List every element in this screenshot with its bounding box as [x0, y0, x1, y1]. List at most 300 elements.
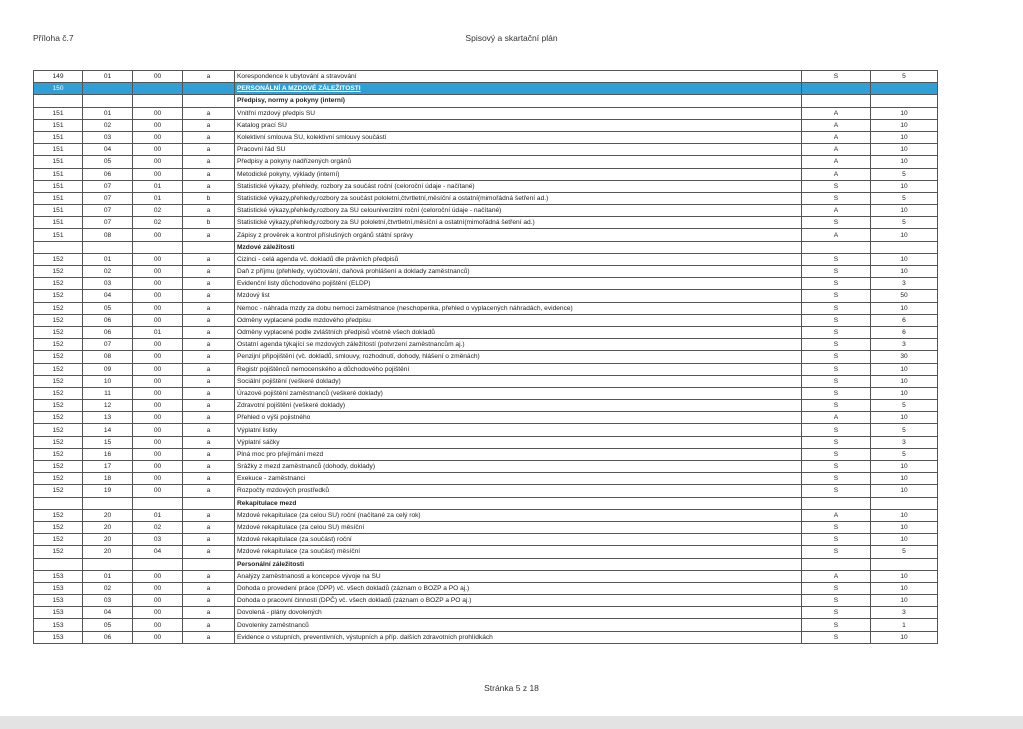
cell-item: 00 [133, 290, 183, 302]
cell-subgroup: 06 [83, 314, 133, 326]
cell-period: 3 [871, 278, 938, 290]
cell-variant: a [183, 314, 235, 326]
cell-group: 151 [34, 144, 83, 156]
cell-item: 00 [133, 570, 183, 582]
cell-item [133, 558, 183, 570]
cell-subgroup: 07 [83, 217, 133, 229]
cell-item: 00 [133, 461, 183, 473]
cell-mark: S [802, 619, 871, 631]
cell-description: Mzdové rekapitulace (za součást) měsíční [235, 546, 802, 558]
cell-period: 10 [871, 302, 938, 314]
cell-variant: a [183, 131, 235, 143]
cell-item: 02 [133, 205, 183, 217]
cell-variant [183, 558, 235, 570]
cell-group: 152 [34, 521, 83, 533]
table-row [34, 217, 938, 229]
cell-variant: a [183, 168, 235, 180]
cell-item: 00 [133, 266, 183, 278]
cell-mark: A [802, 168, 871, 180]
cell-mark: S [802, 461, 871, 473]
cell-mark: A [802, 144, 871, 156]
cell-description: Dohoda o pracovní činnosti (DPČ) vč. všech dokladů (záznam o BOZP a PO aj.) [235, 595, 802, 607]
table-row [34, 607, 938, 619]
cell-subgroup: 18 [83, 473, 133, 485]
cell-mark: A [802, 205, 871, 217]
cell-variant: a [183, 546, 235, 558]
cell-group: 151 [34, 119, 83, 131]
cell-period: 10 [871, 205, 938, 217]
cell-item: 00 [133, 156, 183, 168]
cell-subgroup: 06 [83, 168, 133, 180]
table-row [34, 509, 938, 521]
table-row [34, 314, 938, 326]
cell-description: Odměny vyplacené podle zvláštních předpisů včetně všech dokladů [235, 326, 802, 338]
cell-period [871, 95, 938, 107]
cell-subgroup [83, 95, 133, 107]
table-row [34, 546, 938, 558]
cell-description: Exekuce - zaměstnanci [235, 473, 802, 485]
cell-period: 10 [871, 412, 938, 424]
cell-subgroup: 07 [83, 192, 133, 204]
subsection-row [34, 241, 938, 253]
cell-item: 00 [133, 595, 183, 607]
table-row [34, 631, 938, 643]
cell-mark: S [802, 607, 871, 619]
table-row [34, 448, 938, 460]
cell-item: 00 [133, 314, 183, 326]
cell-subgroup: 15 [83, 436, 133, 448]
cell-subgroup: 14 [83, 424, 133, 436]
cell-mark [802, 558, 871, 570]
cell-period [871, 558, 938, 570]
cell-period: 10 [871, 509, 938, 521]
cell-period: 5 [871, 192, 938, 204]
cell-description: Statistické výkazy,přehledy,rozbory za SU pololetní,čtvrtletní,měsíční a ostatní(mimořádná šetření ad.) [235, 217, 802, 229]
cell-period: 10 [871, 582, 938, 594]
cell-variant: a [183, 363, 235, 375]
cell-mark: A [802, 131, 871, 143]
cell-item: 00 [133, 71, 183, 83]
cell-description: Plná moc pro přejímání mezd [235, 448, 802, 460]
cell-item: 00 [133, 631, 183, 643]
cell-period: 10 [871, 144, 938, 156]
cell-group: 153 [34, 607, 83, 619]
cell-mark: S [802, 485, 871, 497]
cell-item: 04 [133, 546, 183, 558]
cell-description: Odměny vyplacené podle mzdového předpisu [235, 314, 802, 326]
cell-group: 152 [34, 436, 83, 448]
cell-variant: a [183, 253, 235, 265]
cell-mark: S [802, 582, 871, 594]
cell-item: 00 [133, 424, 183, 436]
cell-period: 10 [871, 521, 938, 533]
cell-subgroup: 05 [83, 619, 133, 631]
cell-mark [802, 95, 871, 107]
page-number: Stránka 5 z 18 [484, 683, 539, 693]
cell-variant [183, 497, 235, 509]
cell-group: 152 [34, 278, 83, 290]
cell-period: 10 [871, 485, 938, 497]
cell-variant: a [183, 448, 235, 460]
cell-variant: a [183, 375, 235, 387]
cell-variant [183, 95, 235, 107]
cell-period: 10 [871, 387, 938, 399]
cell-group: 151 [34, 131, 83, 143]
cell-mark: S [802, 180, 871, 192]
cell-mark: S [802, 192, 871, 204]
table-row [34, 168, 938, 180]
cell-mark: S [802, 326, 871, 338]
cell-variant: a [183, 205, 235, 217]
cell-variant: a [183, 278, 235, 290]
table-row [34, 119, 938, 131]
cell-description: Evidence o vstupních, preventivních, výstupních a příp. dalších zdravotních prohlídkách [235, 631, 802, 643]
cell-item: 00 [133, 168, 183, 180]
cell-period: 5 [871, 217, 938, 229]
cell-group: 153 [34, 631, 83, 643]
cell-group: 152 [34, 375, 83, 387]
cell-period: 30 [871, 351, 938, 363]
cell-item: 00 [133, 485, 183, 497]
cell-mark: S [802, 534, 871, 546]
subsection-row [34, 558, 938, 570]
cell-period: 10 [871, 595, 938, 607]
cell-subgroup [83, 558, 133, 570]
cell-period: 5 [871, 400, 938, 412]
cell-mark [802, 241, 871, 253]
cell-item: 00 [133, 351, 183, 363]
cell-group: 152 [34, 534, 83, 546]
cell-variant: a [183, 619, 235, 631]
cell-subgroup: 20 [83, 534, 133, 546]
cell-variant: a [183, 570, 235, 582]
cell-subgroup: 17 [83, 461, 133, 473]
cell-subgroup: 04 [83, 607, 133, 619]
cell-variant: b [183, 192, 235, 204]
cell-item: 00 [133, 253, 183, 265]
table-row [34, 278, 938, 290]
cell-subgroup: 13 [83, 412, 133, 424]
cell-group: 152 [34, 326, 83, 338]
cell-period: 10 [871, 266, 938, 278]
cell-subgroup: 05 [83, 156, 133, 168]
cell-item: 00 [133, 448, 183, 460]
cell-description: Daň z příjmu (přehledy, vyúčtování, daňová prohlášení a doklady zaměstnanců) [235, 266, 802, 278]
cell-description: Mzdový list [235, 290, 802, 302]
cell-period: 10 [871, 180, 938, 192]
cell-description: Předpisy a pokyny nadřízených orgánů [235, 156, 802, 168]
cell-subgroup: 03 [83, 278, 133, 290]
cell-mark: S [802, 400, 871, 412]
cell-item: 00 [133, 229, 183, 241]
cell-period: 5 [871, 448, 938, 460]
cell-description: Mzdové rekapitulace (za celou SU) měsíční [235, 521, 802, 533]
cell-description: Pracovní řád SU [235, 144, 802, 156]
table-row [34, 253, 938, 265]
cell-mark: S [802, 339, 871, 351]
cell-mark: S [802, 351, 871, 363]
cell-mark: A [802, 229, 871, 241]
cell-subgroup: 01 [83, 107, 133, 119]
cell-variant: a [183, 156, 235, 168]
cell-period: 10 [871, 107, 938, 119]
cell-mark: S [802, 363, 871, 375]
cell-variant: a [183, 400, 235, 412]
cell-mark: S [802, 436, 871, 448]
cell-period: 10 [871, 363, 938, 375]
cell-subgroup: 05 [83, 302, 133, 314]
cell-group: 152 [34, 485, 83, 497]
cell-item: 00 [133, 278, 183, 290]
cell-item: 00 [133, 619, 183, 631]
table-row [34, 375, 938, 387]
table-row [34, 473, 938, 485]
cell-subgroup: 01 [83, 71, 133, 83]
cell-item: 01 [133, 180, 183, 192]
cell-period: 10 [871, 570, 938, 582]
cell-item: 00 [133, 412, 183, 424]
cell-description: Předpisy, normy a pokyny (interní) [235, 95, 802, 107]
cell-mark: S [802, 595, 871, 607]
cell-group: 152 [34, 448, 83, 460]
cell-description: Dohoda o provedení práce (DPP) vč. všech dokladů (záznam o BOZP a PO aj.) [235, 582, 802, 594]
table-row [34, 582, 938, 594]
cell-group [34, 95, 83, 107]
cell-subgroup: 20 [83, 509, 133, 521]
cell-group: 152 [34, 363, 83, 375]
cell-subgroup: 08 [83, 351, 133, 363]
cell-mark: A [802, 156, 871, 168]
cell-item: 00 [133, 107, 183, 119]
cell-item: 00 [133, 607, 183, 619]
cell-group: 152 [34, 509, 83, 521]
cell-group: 153 [34, 595, 83, 607]
cell-group: 151 [34, 156, 83, 168]
table-row [34, 71, 938, 83]
cell-group: 153 [34, 582, 83, 594]
cell-subgroup: 10 [83, 375, 133, 387]
cell-period: 3 [871, 436, 938, 448]
cell-item [133, 95, 183, 107]
cell-mark: S [802, 546, 871, 558]
cell-description: Rekapitulace mezd [235, 497, 802, 509]
cell-mark [802, 497, 871, 509]
cell-subgroup: 04 [83, 144, 133, 156]
cell-description: Ostatní agenda týkající se mzdových záležitostí (potvrzení zaměstnancům aj.) [235, 339, 802, 351]
cell-description: Zdravotní pojištění (veškeré doklady) [235, 400, 802, 412]
cell-item: 00 [133, 302, 183, 314]
cell-mark: S [802, 253, 871, 265]
cell-group: 151 [34, 205, 83, 217]
cell-group: 149 [34, 71, 83, 83]
cell-variant: a [183, 351, 235, 363]
table-row [34, 363, 938, 375]
table-row [34, 339, 938, 351]
cell-description: Zápisy z prověrek a kontrol příslušných orgánů státní správy [235, 229, 802, 241]
cell-variant: a [183, 424, 235, 436]
cell-item: 01 [133, 192, 183, 204]
table-row [34, 400, 938, 412]
cell-description: Evidenční listy důchodového pojištění (ELDP) [235, 278, 802, 290]
cell-description: Kolektivní smlouva SU, kolektivní smlouvy součástí [235, 131, 802, 143]
cell-variant: a [183, 266, 235, 278]
cell-variant: a [183, 339, 235, 351]
cell-subgroup: 16 [83, 448, 133, 460]
cell-variant: a [183, 461, 235, 473]
cell-description: Metodické pokyny, výklady (interní) [235, 168, 802, 180]
cell-description: Analýzy zaměstnanosti a koncepce vývoje na SU [235, 570, 802, 582]
cell-description: Statistické výkazy,přehledy,rozbory za součást pololetní,čtvrtletní,měsíční a ostatní(mimořádná šetření ad.) [235, 192, 802, 204]
cell-item [133, 497, 183, 509]
cell-group: 152 [34, 253, 83, 265]
cell-period: 1 [871, 619, 938, 631]
cell-item: 00 [133, 144, 183, 156]
cell-item: 00 [133, 473, 183, 485]
cell-variant: a [183, 302, 235, 314]
cell-item: 00 [133, 119, 183, 131]
cell-subgroup: 12 [83, 400, 133, 412]
cell-item [133, 241, 183, 253]
cell-period: 10 [871, 119, 938, 131]
cell-period: 5 [871, 168, 938, 180]
cell-period: 10 [871, 229, 938, 241]
cell-group: 150 [34, 83, 83, 95]
cell-description: Sociální pojištění (veškeré doklady) [235, 375, 802, 387]
table-row [34, 461, 938, 473]
cell-mark: A [802, 412, 871, 424]
table-row [34, 436, 938, 448]
cell-mark: S [802, 217, 871, 229]
cell-variant [183, 83, 235, 95]
cell-group: 153 [34, 570, 83, 582]
cell-subgroup: 20 [83, 521, 133, 533]
table-row [34, 302, 938, 314]
cell-mark: A [802, 570, 871, 582]
cell-group: 151 [34, 180, 83, 192]
cell-mark: S [802, 424, 871, 436]
cell-period: 10 [871, 131, 938, 143]
table-row [34, 180, 938, 192]
cell-item: 00 [133, 131, 183, 143]
cell-description: Statistické výkazy, přehledy, rozbory za součást roční (celoroční údaje - načítané) [235, 180, 802, 192]
table-row [34, 485, 938, 497]
cell-variant: a [183, 607, 235, 619]
table-row [34, 595, 938, 607]
cell-group: 151 [34, 168, 83, 180]
cell-item: 00 [133, 436, 183, 448]
cell-item: 02 [133, 521, 183, 533]
table-row [34, 326, 938, 338]
cell-mark: S [802, 278, 871, 290]
cell-subgroup: 02 [83, 119, 133, 131]
cell-subgroup: 08 [83, 229, 133, 241]
cell-group: 151 [34, 229, 83, 241]
cell-description: Dovolenky zaměstnanců [235, 619, 802, 631]
cell-description: Mzdové rekapitulace (za celou SU) roční (načítané za celý rok) [235, 509, 802, 521]
retention-plan-table [33, 70, 938, 644]
table-row [34, 131, 938, 143]
cell-mark: S [802, 266, 871, 278]
cell-period: 10 [871, 631, 938, 643]
cell-description: Vnitřní mzdový předpis SU [235, 107, 802, 119]
cell-period: 5 [871, 424, 938, 436]
cell-item [133, 83, 183, 95]
cell-subgroup: 01 [83, 570, 133, 582]
cell-period: 6 [871, 314, 938, 326]
cell-period: 3 [871, 339, 938, 351]
cell-variant: a [183, 326, 235, 338]
cell-group: 152 [34, 461, 83, 473]
document-title: Spisový a skartační plán [465, 33, 558, 43]
table-row [34, 107, 938, 119]
cell-group: 152 [34, 424, 83, 436]
cell-period: 50 [871, 290, 938, 302]
cell-group: 152 [34, 400, 83, 412]
cell-subgroup: 07 [83, 205, 133, 217]
cell-subgroup: 06 [83, 631, 133, 643]
cell-description: Nemoc - náhrada mzdy za dobu nemoci zaměstnance (neschopenka, přehled o vyplacených náhradách, evidence) [235, 302, 802, 314]
cell-item: 00 [133, 375, 183, 387]
cell-period: 10 [871, 156, 938, 168]
table-row [34, 351, 938, 363]
cell-group: 152 [34, 290, 83, 302]
cell-item: 01 [133, 509, 183, 521]
cell-period: 6 [871, 326, 938, 338]
cell-group: 151 [34, 217, 83, 229]
cell-group [34, 558, 83, 570]
cell-group: 152 [34, 266, 83, 278]
table-row [34, 521, 938, 533]
cell-subgroup: 09 [83, 363, 133, 375]
cell-variant: a [183, 631, 235, 643]
cell-variant: a [183, 144, 235, 156]
cell-variant: a [183, 180, 235, 192]
cell-description: Výplatní listky [235, 424, 802, 436]
cell-mark: S [802, 521, 871, 533]
cell-group: 152 [34, 546, 83, 558]
cell-item: 02 [133, 217, 183, 229]
subsection-row [34, 497, 938, 509]
document-annex-label: Příloha č.7 [33, 33, 74, 43]
cell-subgroup: 11 [83, 387, 133, 399]
cell-subgroup: 06 [83, 326, 133, 338]
cell-group: 151 [34, 107, 83, 119]
table-row [34, 619, 938, 631]
cell-period [871, 497, 938, 509]
cell-mark: S [802, 387, 871, 399]
cell-period: 5 [871, 71, 938, 83]
cell-variant: a [183, 509, 235, 521]
cell-variant: b [183, 217, 235, 229]
cell-variant: a [183, 119, 235, 131]
table-row [34, 387, 938, 399]
cell-description: Statistické výkazy,přehledy,rozbory za SU celouniverzitní roční (celoroční údaje - načítané) [235, 205, 802, 217]
cell-mark: A [802, 509, 871, 521]
cell-group: 152 [34, 473, 83, 485]
cell-period [871, 83, 938, 95]
cell-group: 152 [34, 339, 83, 351]
table-row [34, 412, 938, 424]
cell-variant: a [183, 436, 235, 448]
cell-subgroup [83, 497, 133, 509]
cell-description: Srážky z mezd zaměstnanců (dohody, doklady) [235, 461, 802, 473]
table-row [34, 205, 938, 217]
cell-group: 152 [34, 302, 83, 314]
cell-mark: S [802, 302, 871, 314]
cell-description: Registr pojištěnců nemocenského a důchodového pojištění [235, 363, 802, 375]
cell-description: Mzdové rekapitulace (za součást) roční [235, 534, 802, 546]
cell-group: 151 [34, 192, 83, 204]
